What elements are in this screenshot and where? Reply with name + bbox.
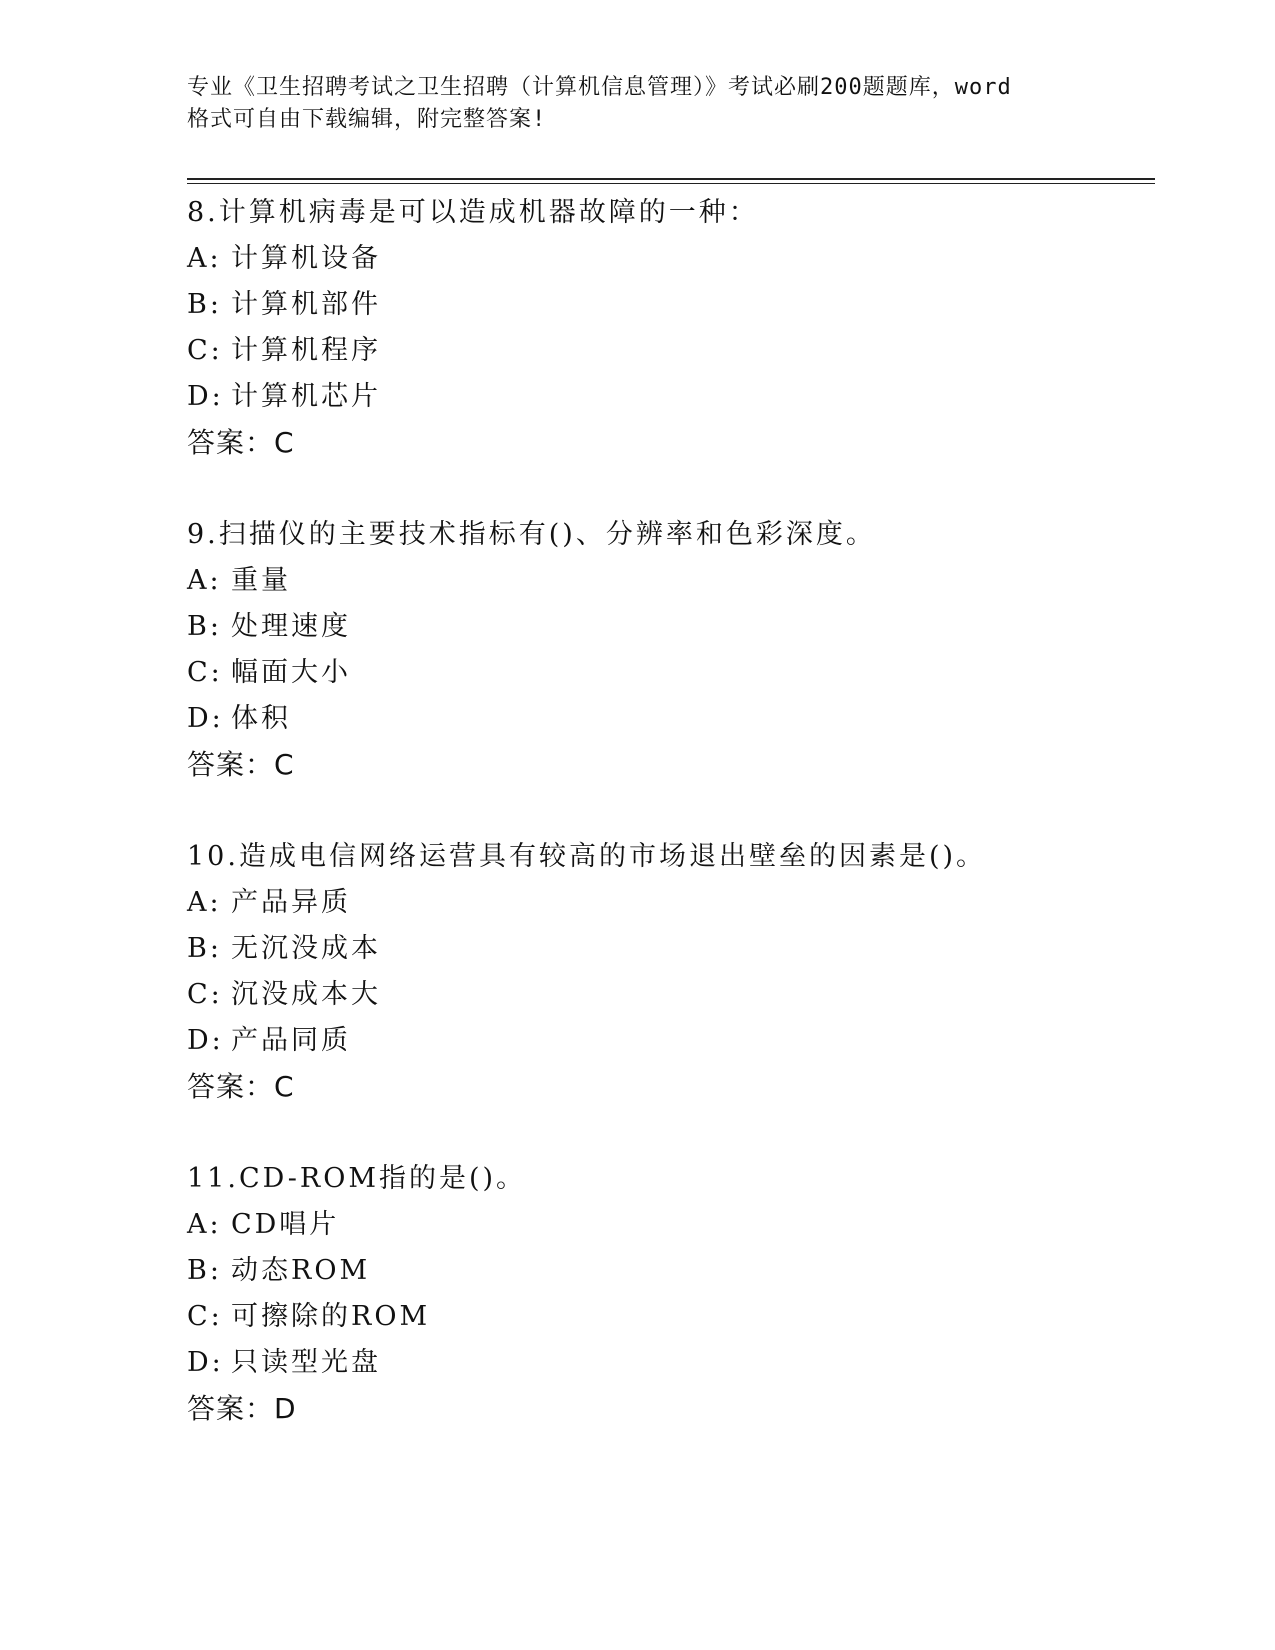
option-text: 体积 bbox=[231, 703, 291, 734]
option-b bbox=[187, 1248, 1155, 1294]
option-letter: D: bbox=[187, 1347, 224, 1378]
option-c bbox=[187, 972, 1155, 1018]
option-text: 计算机部件 bbox=[231, 289, 381, 320]
option-c bbox=[187, 650, 1155, 696]
option-text: 幅面大小 bbox=[231, 657, 351, 688]
option-letter: A: bbox=[187, 1209, 222, 1240]
answer-line: 答案：C bbox=[187, 426, 295, 459]
header-divider-thick bbox=[187, 178, 1155, 180]
option-a bbox=[187, 558, 1155, 604]
option-text: 产品异质 bbox=[231, 887, 351, 918]
option-d bbox=[187, 374, 1155, 420]
option-text: CD唱片 bbox=[231, 1209, 340, 1240]
option-text: 无沉没成本 bbox=[231, 933, 381, 964]
option-letter: B: bbox=[187, 611, 222, 642]
option-text: 可擦除的ROM bbox=[231, 1301, 431, 1332]
question-stem: 11.CD-ROM指的是()。 bbox=[187, 1163, 527, 1194]
option-b bbox=[187, 604, 1155, 650]
option-a bbox=[187, 880, 1155, 926]
option-d bbox=[187, 696, 1155, 742]
answer-line: 答案：C bbox=[187, 748, 295, 781]
option-text: 计算机芯片 bbox=[231, 381, 381, 412]
option-letter: C: bbox=[187, 1301, 223, 1332]
question-item bbox=[187, 834, 1155, 1110]
option-letter: A: bbox=[187, 565, 222, 596]
document-header bbox=[187, 72, 1087, 136]
question-stem: 10.造成电信网络运营具有较高的市场退出壁垒的因素是()。 bbox=[187, 841, 987, 872]
option-letter: B: bbox=[187, 933, 222, 964]
option-letter: B: bbox=[187, 1255, 222, 1286]
option-b bbox=[187, 926, 1155, 972]
question-item bbox=[187, 512, 1155, 788]
question-item bbox=[187, 1156, 1155, 1432]
option-letter: C: bbox=[187, 657, 223, 688]
header-divider-thin bbox=[187, 183, 1155, 184]
question-stem: 9.扫描仪的主要技术指标有()、分辨率和色彩深度。 bbox=[187, 519, 876, 550]
option-text: 产品同质 bbox=[231, 1025, 351, 1056]
option-letter: A: bbox=[187, 887, 222, 918]
option-text: 重量 bbox=[231, 565, 291, 596]
answer-line: 答案：D bbox=[187, 1392, 297, 1425]
option-d bbox=[187, 1018, 1155, 1064]
answer-line: 答案：C bbox=[187, 1070, 295, 1103]
option-text: 只读型光盘 bbox=[231, 1347, 381, 1378]
option-letter: D: bbox=[187, 381, 224, 412]
option-letter: C: bbox=[187, 335, 223, 366]
question-list bbox=[187, 190, 1155, 1432]
header-line-2: 格式可自由下载编辑，附完整答案! bbox=[187, 107, 547, 132]
option-a bbox=[187, 1202, 1155, 1248]
question-stem: 8.计算机病毒是可以造成机器故障的一种： bbox=[187, 197, 759, 228]
option-b bbox=[187, 282, 1155, 328]
option-text: 处理速度 bbox=[231, 611, 351, 642]
option-text: 沉没成本大 bbox=[231, 979, 381, 1010]
option-text: 动态ROM bbox=[231, 1255, 371, 1286]
option-c bbox=[187, 1294, 1155, 1340]
option-letter: C: bbox=[187, 979, 223, 1010]
option-letter: D: bbox=[187, 703, 224, 734]
option-letter: B: bbox=[187, 289, 222, 320]
option-text: 计算机设备 bbox=[231, 243, 381, 274]
header-line-1: 专业《卫生招聘考试之卫生招聘（计算机信息管理）》考试必刷200题题库，word bbox=[187, 75, 1012, 100]
question-item bbox=[187, 190, 1155, 466]
option-text: 计算机程序 bbox=[231, 335, 381, 366]
option-a bbox=[187, 236, 1155, 282]
option-c bbox=[187, 328, 1155, 374]
option-letter: D: bbox=[187, 1025, 224, 1056]
option-d bbox=[187, 1340, 1155, 1386]
option-letter: A: bbox=[187, 243, 222, 274]
